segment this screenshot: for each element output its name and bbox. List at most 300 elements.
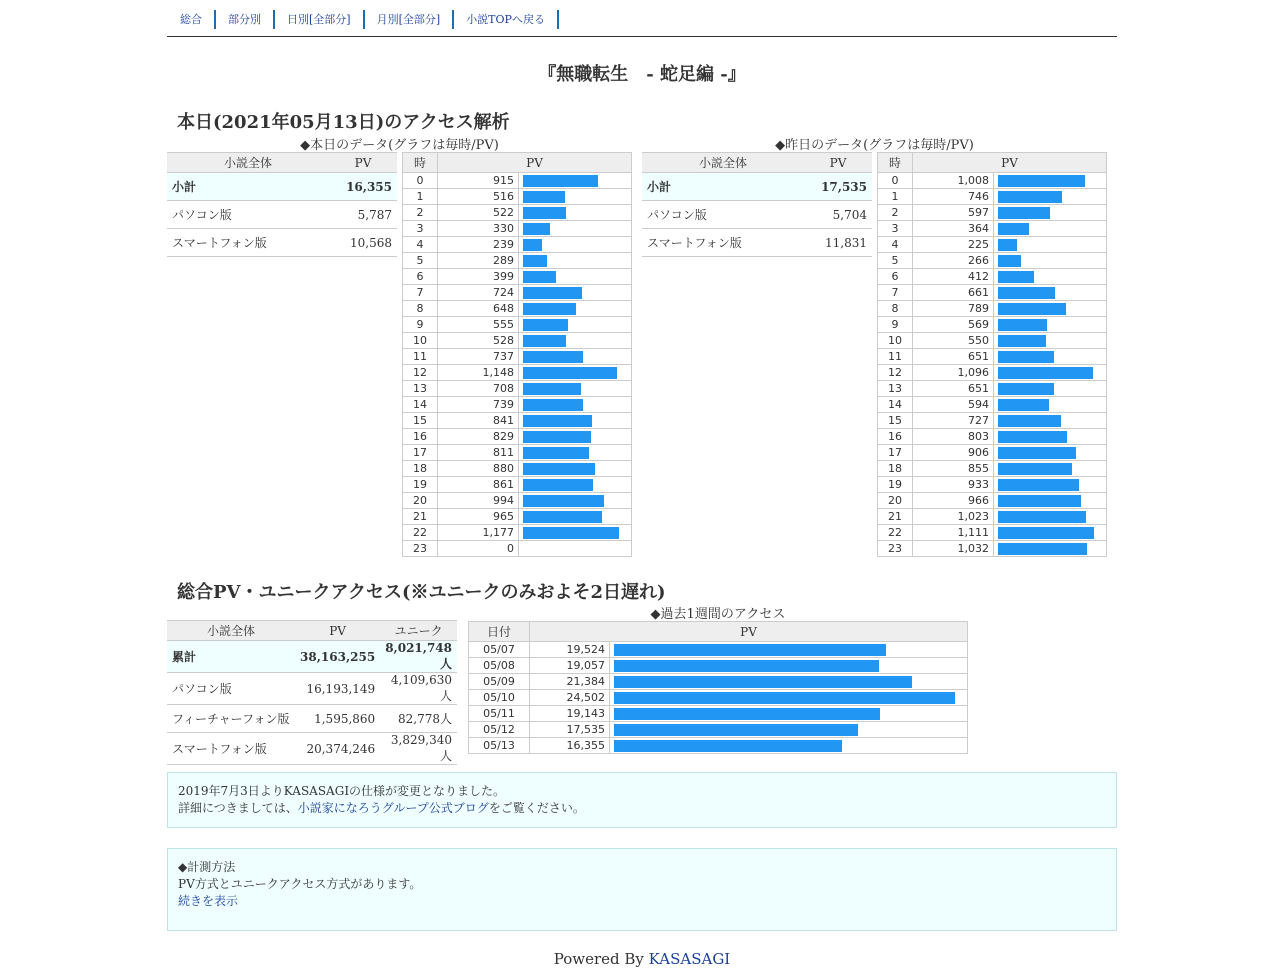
table-row (167, 673, 457, 705)
yesterday-hour-bar-cell (994, 413, 1107, 429)
total-section-title: 総合PV・ユニークアクセス(※ユニークのみおよそ2日遅れ) (177, 582, 666, 603)
today-hour-pv: 1,177 (438, 525, 519, 541)
today-hour-bar-cell (519, 541, 632, 557)
yesterday-hour-bar-cell (994, 301, 1107, 317)
table-row (403, 541, 632, 557)
today-hour-label: 6 (403, 269, 438, 285)
nav-link-daily[interactable]: 日別[全部分] (287, 13, 351, 26)
today-hour-bar (523, 175, 598, 187)
yesterday-hour-bar (998, 511, 1086, 523)
nav-link-total[interactable]: 総合 (180, 13, 202, 26)
footer (0, 950, 1284, 968)
today-pc-value: 5,787 (329, 201, 397, 229)
table-row (878, 349, 1107, 365)
notice-line-2-post: をご覧ください。 (488, 801, 585, 815)
week-day-bar-cell (610, 658, 968, 674)
table-row (167, 733, 457, 765)
yesterday-hour-bar-cell (994, 509, 1107, 525)
yesterday-caption: ◆昨日のデータ(グラフは毎時/PV) (775, 138, 974, 153)
today-hour-bar (523, 351, 583, 363)
yesterday-hour-bar-cell (994, 253, 1107, 269)
yesterday-hour-pv: 789 (913, 301, 994, 317)
week-day-bar (614, 724, 858, 736)
week-day-label: 05/09 (469, 674, 530, 690)
yesterday-hour-label: 5 (878, 253, 913, 269)
today-hour-bar-cell (519, 365, 632, 381)
today-summary-header-pv: PV (329, 153, 397, 173)
today-hour-bar (523, 415, 592, 427)
yesterday-hour-pv: 966 (913, 493, 994, 509)
yesterday-hour-bar (998, 271, 1034, 283)
yesterday-hourly-header-pv: PV (913, 153, 1107, 173)
today-hour-bar (523, 367, 617, 379)
week-day-label: 05/11 (469, 706, 530, 722)
table-row (403, 269, 632, 285)
table-row (878, 429, 1107, 445)
today-hour-label: 21 (403, 509, 438, 525)
table-row (878, 493, 1107, 509)
today-hour-pv: 239 (438, 237, 519, 253)
table-row (642, 173, 872, 201)
week-day-label: 05/10 (469, 690, 530, 706)
yesterday-hour-bar-cell (994, 365, 1107, 381)
yesterday-hour-bar (998, 415, 1061, 427)
table-row (403, 285, 632, 301)
table-row (403, 381, 632, 397)
yesterday-subtotal-label: 小計 (642, 173, 804, 201)
today-hour-pv: 915 (438, 173, 519, 189)
table-row (878, 189, 1107, 205)
today-hour-label: 2 (403, 205, 438, 221)
table-row (403, 301, 632, 317)
today-hour-label: 0 (403, 173, 438, 189)
nav-item-novel-top[interactable] (454, 10, 559, 29)
yesterday-hour-bar (998, 431, 1067, 443)
yesterday-hour-label: 21 (878, 509, 913, 525)
today-hour-pv: 1,148 (438, 365, 519, 381)
today-hour-label: 12 (403, 365, 438, 381)
table-row (403, 173, 632, 189)
yesterday-hour-bar-cell (994, 269, 1107, 285)
table-row (167, 201, 397, 229)
today-hour-bar-cell (519, 445, 632, 461)
yesterday-hour-bar (998, 335, 1046, 347)
yesterday-hour-bar (998, 303, 1066, 315)
week-day-pv: 19,143 (530, 706, 610, 722)
week-day-bar-cell (610, 706, 968, 722)
week-day-bar-cell (610, 690, 968, 706)
today-hour-bar (523, 191, 565, 203)
yesterday-hour-bar-cell (994, 173, 1107, 189)
table-row (403, 509, 632, 525)
today-summary-header-label: 小説全体 (167, 153, 329, 173)
yesterday-hour-pv: 364 (913, 221, 994, 237)
yesterday-hour-bar (998, 239, 1017, 251)
today-hour-label: 14 (403, 397, 438, 413)
today-hour-pv: 880 (438, 461, 519, 477)
yesterday-hour-label: 16 (878, 429, 913, 445)
today-summary-table (167, 152, 397, 257)
today-hour-bar-cell (519, 349, 632, 365)
total-smartphone-label: スマートフォン版 (167, 733, 295, 765)
today-hour-label: 9 (403, 317, 438, 333)
measurement-notice (167, 848, 1117, 931)
week-day-bar (614, 692, 955, 704)
today-hour-bar-cell (519, 221, 632, 237)
table-row (469, 642, 968, 658)
table-row (878, 477, 1107, 493)
today-pc-label: パソコン版 (167, 201, 329, 229)
yesterday-hour-label: 15 (878, 413, 913, 429)
yesterday-hour-bar (998, 479, 1079, 491)
table-row (403, 429, 632, 445)
total-featurephone-pv: 1,595,860 (295, 705, 380, 733)
yesterday-hour-bar (998, 527, 1094, 539)
kasasagi-link[interactable]: KASASAGI (648, 950, 731, 968)
today-hour-bar (523, 511, 602, 523)
today-hour-bar (523, 527, 619, 539)
week-day-pv: 17,535 (530, 722, 610, 738)
yesterday-hour-label: 8 (878, 301, 913, 317)
table-row (167, 641, 457, 673)
yesterday-hour-label: 10 (878, 333, 913, 349)
week-header-pv: PV (530, 622, 968, 642)
table-row (642, 229, 872, 257)
week-caption: ◆過去1週間のアクセス (650, 607, 786, 622)
today-hour-label: 16 (403, 429, 438, 445)
yesterday-hour-bar (998, 207, 1050, 219)
yesterday-pc-value: 5,704 (804, 201, 872, 229)
table-row (403, 253, 632, 269)
yesterday-hour-pv: 550 (913, 333, 994, 349)
today-hour-bar-cell (519, 189, 632, 205)
yesterday-hour-label: 0 (878, 173, 913, 189)
yesterday-hour-pv: 746 (913, 189, 994, 205)
yesterday-hour-label: 2 (878, 205, 913, 221)
yesterday-hour-pv: 266 (913, 253, 994, 269)
today-hour-pv: 811 (438, 445, 519, 461)
yesterday-hour-label: 17 (878, 445, 913, 461)
table-row (403, 445, 632, 461)
yesterday-hour-label: 14 (878, 397, 913, 413)
today-hour-label: 11 (403, 349, 438, 365)
yesterday-hour-bar-cell (994, 429, 1107, 445)
yesterday-hour-bar (998, 447, 1076, 459)
today-hourly-header-hour: 時 (403, 153, 438, 173)
table-row (878, 221, 1107, 237)
table-row (167, 229, 397, 257)
today-hour-label: 19 (403, 477, 438, 493)
yesterday-hour-bar-cell (994, 541, 1107, 557)
today-hour-bar-cell (519, 301, 632, 317)
table-row (878, 413, 1107, 429)
today-hour-bar-cell (519, 509, 632, 525)
today-hour-bar (523, 431, 591, 443)
week-day-bar (614, 740, 842, 752)
yesterday-hour-bar-cell (994, 525, 1107, 541)
week-day-label: 05/08 (469, 658, 530, 674)
week-day-pv: 24,502 (530, 690, 610, 706)
yesterday-hour-pv: 412 (913, 269, 994, 285)
today-smartphone-value: 10,568 (329, 229, 397, 257)
today-hour-bar-cell (519, 333, 632, 349)
week-day-pv: 19,057 (530, 658, 610, 674)
table-row (403, 413, 632, 429)
show-more-link[interactable]: 続きを表示 (178, 894, 239, 908)
yesterday-hour-pv: 651 (913, 349, 994, 365)
today-hour-pv: 516 (438, 189, 519, 205)
today-hour-label: 4 (403, 237, 438, 253)
total-featurephone-label: フィーチャーフォン版 (167, 705, 295, 733)
today-hour-pv: 965 (438, 509, 519, 525)
yesterday-hour-pv: 594 (913, 397, 994, 413)
week-day-label: 05/07 (469, 642, 530, 658)
table-row (878, 253, 1107, 269)
today-hour-bar-cell (519, 269, 632, 285)
yesterday-hour-label: 9 (878, 317, 913, 333)
table-row (878, 509, 1107, 525)
week-day-bar (614, 676, 912, 688)
yesterday-hour-pv: 803 (913, 429, 994, 445)
table-row (403, 189, 632, 205)
today-hour-bar-cell (519, 525, 632, 541)
yesterday-subtotal-value: 17,535 (804, 173, 872, 201)
yesterday-hour-bar (998, 463, 1072, 475)
today-hour-bar-cell (519, 461, 632, 477)
table-row (469, 658, 968, 674)
nav-item-total[interactable] (167, 10, 216, 29)
today-hour-bar (523, 383, 581, 395)
table-row (642, 201, 872, 229)
table-row (878, 333, 1107, 349)
yesterday-summary-header-label: 小説全体 (642, 153, 804, 173)
today-hour-bar (523, 479, 593, 491)
table-row (403, 221, 632, 237)
total-featurephone-unique: 82,778人 (380, 705, 457, 733)
today-hour-pv: 330 (438, 221, 519, 237)
today-hour-pv: 861 (438, 477, 519, 493)
week-day-bar (614, 644, 886, 656)
week-day-bar-cell (610, 642, 968, 658)
yesterday-summary-header-pv: PV (804, 153, 872, 173)
today-hour-pv: 0 (438, 541, 519, 557)
yesterday-hour-pv: 1,032 (913, 541, 994, 557)
total-cumulative-label: 累計 (167, 641, 295, 673)
yesterday-hour-label: 20 (878, 493, 913, 509)
nav-item-by-part[interactable] (216, 10, 275, 29)
today-hour-label: 22 (403, 525, 438, 541)
today-caption: ◆本日のデータ(グラフは毎時/PV) (300, 138, 499, 153)
yesterday-smartphone-label: スマートフォン版 (642, 229, 804, 257)
today-hour-pv: 399 (438, 269, 519, 285)
nav-item-daily[interactable] (275, 10, 365, 29)
today-subtotal-label: 小計 (167, 173, 329, 201)
yesterday-hour-bar (998, 351, 1054, 363)
nav-link-monthly[interactable]: 月別[全部分] (376, 13, 441, 26)
yesterday-hour-bar-cell (994, 189, 1107, 205)
table-row (403, 493, 632, 509)
yesterday-hour-bar (998, 399, 1049, 411)
yesterday-hour-bar-cell (994, 397, 1107, 413)
week-day-label: 05/13 (469, 738, 530, 754)
table-row (403, 349, 632, 365)
yesterday-hour-bar (998, 383, 1054, 395)
yesterday-hour-pv: 569 (913, 317, 994, 333)
yesterday-hour-pv: 855 (913, 461, 994, 477)
today-hour-label: 15 (403, 413, 438, 429)
yesterday-hour-bar-cell (994, 381, 1107, 397)
today-hour-bar (523, 239, 542, 251)
yesterday-hour-label: 6 (878, 269, 913, 285)
today-hour-bar-cell (519, 397, 632, 413)
today-hour-label: 17 (403, 445, 438, 461)
yesterday-hour-bar-cell (994, 493, 1107, 509)
today-hour-label: 13 (403, 381, 438, 397)
page-title: 『無職転生 - 蛇足編 -』 (538, 64, 746, 85)
yesterday-pc-label: パソコン版 (642, 201, 804, 229)
week-day-pv: 21,384 (530, 674, 610, 690)
yesterday-hour-label: 13 (878, 381, 913, 397)
notice-line-2 (178, 800, 1106, 817)
nav-item-monthly[interactable] (365, 10, 455, 29)
total-pc-label: パソコン版 (167, 673, 295, 705)
yesterday-hour-bar-cell (994, 445, 1107, 461)
yesterday-hour-pv: 727 (913, 413, 994, 429)
yesterday-hour-pv: 597 (913, 205, 994, 221)
today-hour-pv: 994 (438, 493, 519, 509)
today-hour-label: 18 (403, 461, 438, 477)
table-row (167, 173, 397, 201)
yesterday-hour-pv: 1,023 (913, 509, 994, 525)
today-hour-bar (523, 319, 568, 331)
week-day-bar-cell (610, 722, 968, 738)
footer-powered-by: Powered By (553, 950, 649, 968)
yesterday-hour-pv: 906 (913, 445, 994, 461)
table-row (878, 205, 1107, 221)
yesterday-summary-table (642, 152, 872, 257)
yesterday-hour-bar (998, 255, 1021, 267)
table-row (878, 381, 1107, 397)
today-hour-label: 3 (403, 221, 438, 237)
today-hour-pv: 737 (438, 349, 519, 365)
yesterday-hour-bar (998, 367, 1093, 379)
today-hour-pv: 522 (438, 205, 519, 221)
table-row (469, 706, 968, 722)
today-hour-bar-cell (519, 317, 632, 333)
total-header-label: 小説全体 (167, 621, 295, 641)
yesterday-hour-bar (998, 319, 1047, 331)
yesterday-hour-pv: 651 (913, 381, 994, 397)
total-pc-pv: 16,193,149 (295, 673, 380, 705)
nav-link-by-part[interactable]: 部分別 (228, 13, 261, 26)
yesterday-hour-bar-cell (994, 349, 1107, 365)
week-day-bar (614, 660, 879, 672)
today-hour-pv: 555 (438, 317, 519, 333)
yesterday-hour-bar-cell (994, 333, 1107, 349)
yesterday-hour-bar-cell (994, 285, 1107, 301)
yesterday-hour-bar (998, 223, 1029, 235)
week-table (468, 621, 968, 754)
today-hour-bar-cell (519, 237, 632, 253)
today-hour-bar (523, 447, 589, 459)
today-hour-bar (523, 335, 566, 347)
yesterday-hour-bar-cell (994, 205, 1107, 221)
table-row (878, 269, 1107, 285)
official-blog-link[interactable]: 小説家になろうグループ公式ブログ (297, 801, 489, 815)
yesterday-hour-bar-cell (994, 461, 1107, 477)
today-hour-label: 23 (403, 541, 438, 557)
today-hour-bar (523, 463, 595, 475)
yesterday-hour-bar-cell (994, 221, 1107, 237)
yesterday-hour-bar-cell (994, 317, 1107, 333)
today-section-title: 本日(2021年05月13日)のアクセス解析 (177, 112, 510, 133)
yesterday-hour-pv: 225 (913, 237, 994, 253)
table-row (878, 397, 1107, 413)
yesterday-hour-pv: 661 (913, 285, 994, 301)
total-smartphone-unique: 3,829,340人 (380, 733, 457, 765)
nav-link-novel-top[interactable]: 小説TOPへ戻る (466, 13, 545, 26)
yesterday-hour-pv: 1,111 (913, 525, 994, 541)
yesterday-hour-bar-cell (994, 237, 1107, 253)
today-hour-bar (523, 287, 582, 299)
today-hour-bar-cell (519, 477, 632, 493)
yesterday-hourly-table (877, 152, 1107, 557)
yesterday-hour-label: 1 (878, 189, 913, 205)
today-hour-bar-cell (519, 173, 632, 189)
week-day-bar (614, 708, 880, 720)
today-hour-bar-cell (519, 429, 632, 445)
today-hour-bar-cell (519, 381, 632, 397)
week-day-bar-cell (610, 674, 968, 690)
table-row (878, 365, 1107, 381)
table-row (403, 317, 632, 333)
notice-line-1: 2019年7月3日よりKASASAGIの仕様が変更となりました。 (178, 784, 506, 798)
table-row (878, 317, 1107, 333)
today-hour-label: 1 (403, 189, 438, 205)
measurement-heading: ◆計測方法 (178, 860, 236, 874)
yesterday-hour-label: 19 (878, 477, 913, 493)
yesterday-hour-bar (998, 191, 1062, 203)
today-hour-pv: 829 (438, 429, 519, 445)
week-day-label: 05/12 (469, 722, 530, 738)
table-row (403, 333, 632, 349)
today-hour-bar (523, 399, 583, 411)
today-hour-label: 5 (403, 253, 438, 269)
table-row (878, 445, 1107, 461)
total-smartphone-pv: 20,374,246 (295, 733, 380, 765)
total-header-pv: PV (295, 621, 380, 641)
today-hour-bar (523, 207, 566, 219)
yesterday-smartphone-value: 11,831 (804, 229, 872, 257)
yesterday-hour-label: 3 (878, 221, 913, 237)
total-table (167, 620, 457, 765)
today-hour-bar (523, 255, 547, 267)
today-hour-pv: 739 (438, 397, 519, 413)
table-row (403, 525, 632, 541)
today-hourly-header-pv: PV (438, 153, 632, 173)
today-hour-bar-cell (519, 285, 632, 301)
week-day-pv: 19,524 (530, 642, 610, 658)
table-row (878, 541, 1107, 557)
today-hour-bar-cell (519, 493, 632, 509)
today-hour-pv: 289 (438, 253, 519, 269)
total-header-unique: ユニーク (380, 621, 457, 641)
today-hour-bar-cell (519, 253, 632, 269)
top-nav (167, 10, 1117, 37)
today-hour-pv: 528 (438, 333, 519, 349)
yesterday-hour-label: 7 (878, 285, 913, 301)
week-day-pv: 16,355 (530, 738, 610, 754)
